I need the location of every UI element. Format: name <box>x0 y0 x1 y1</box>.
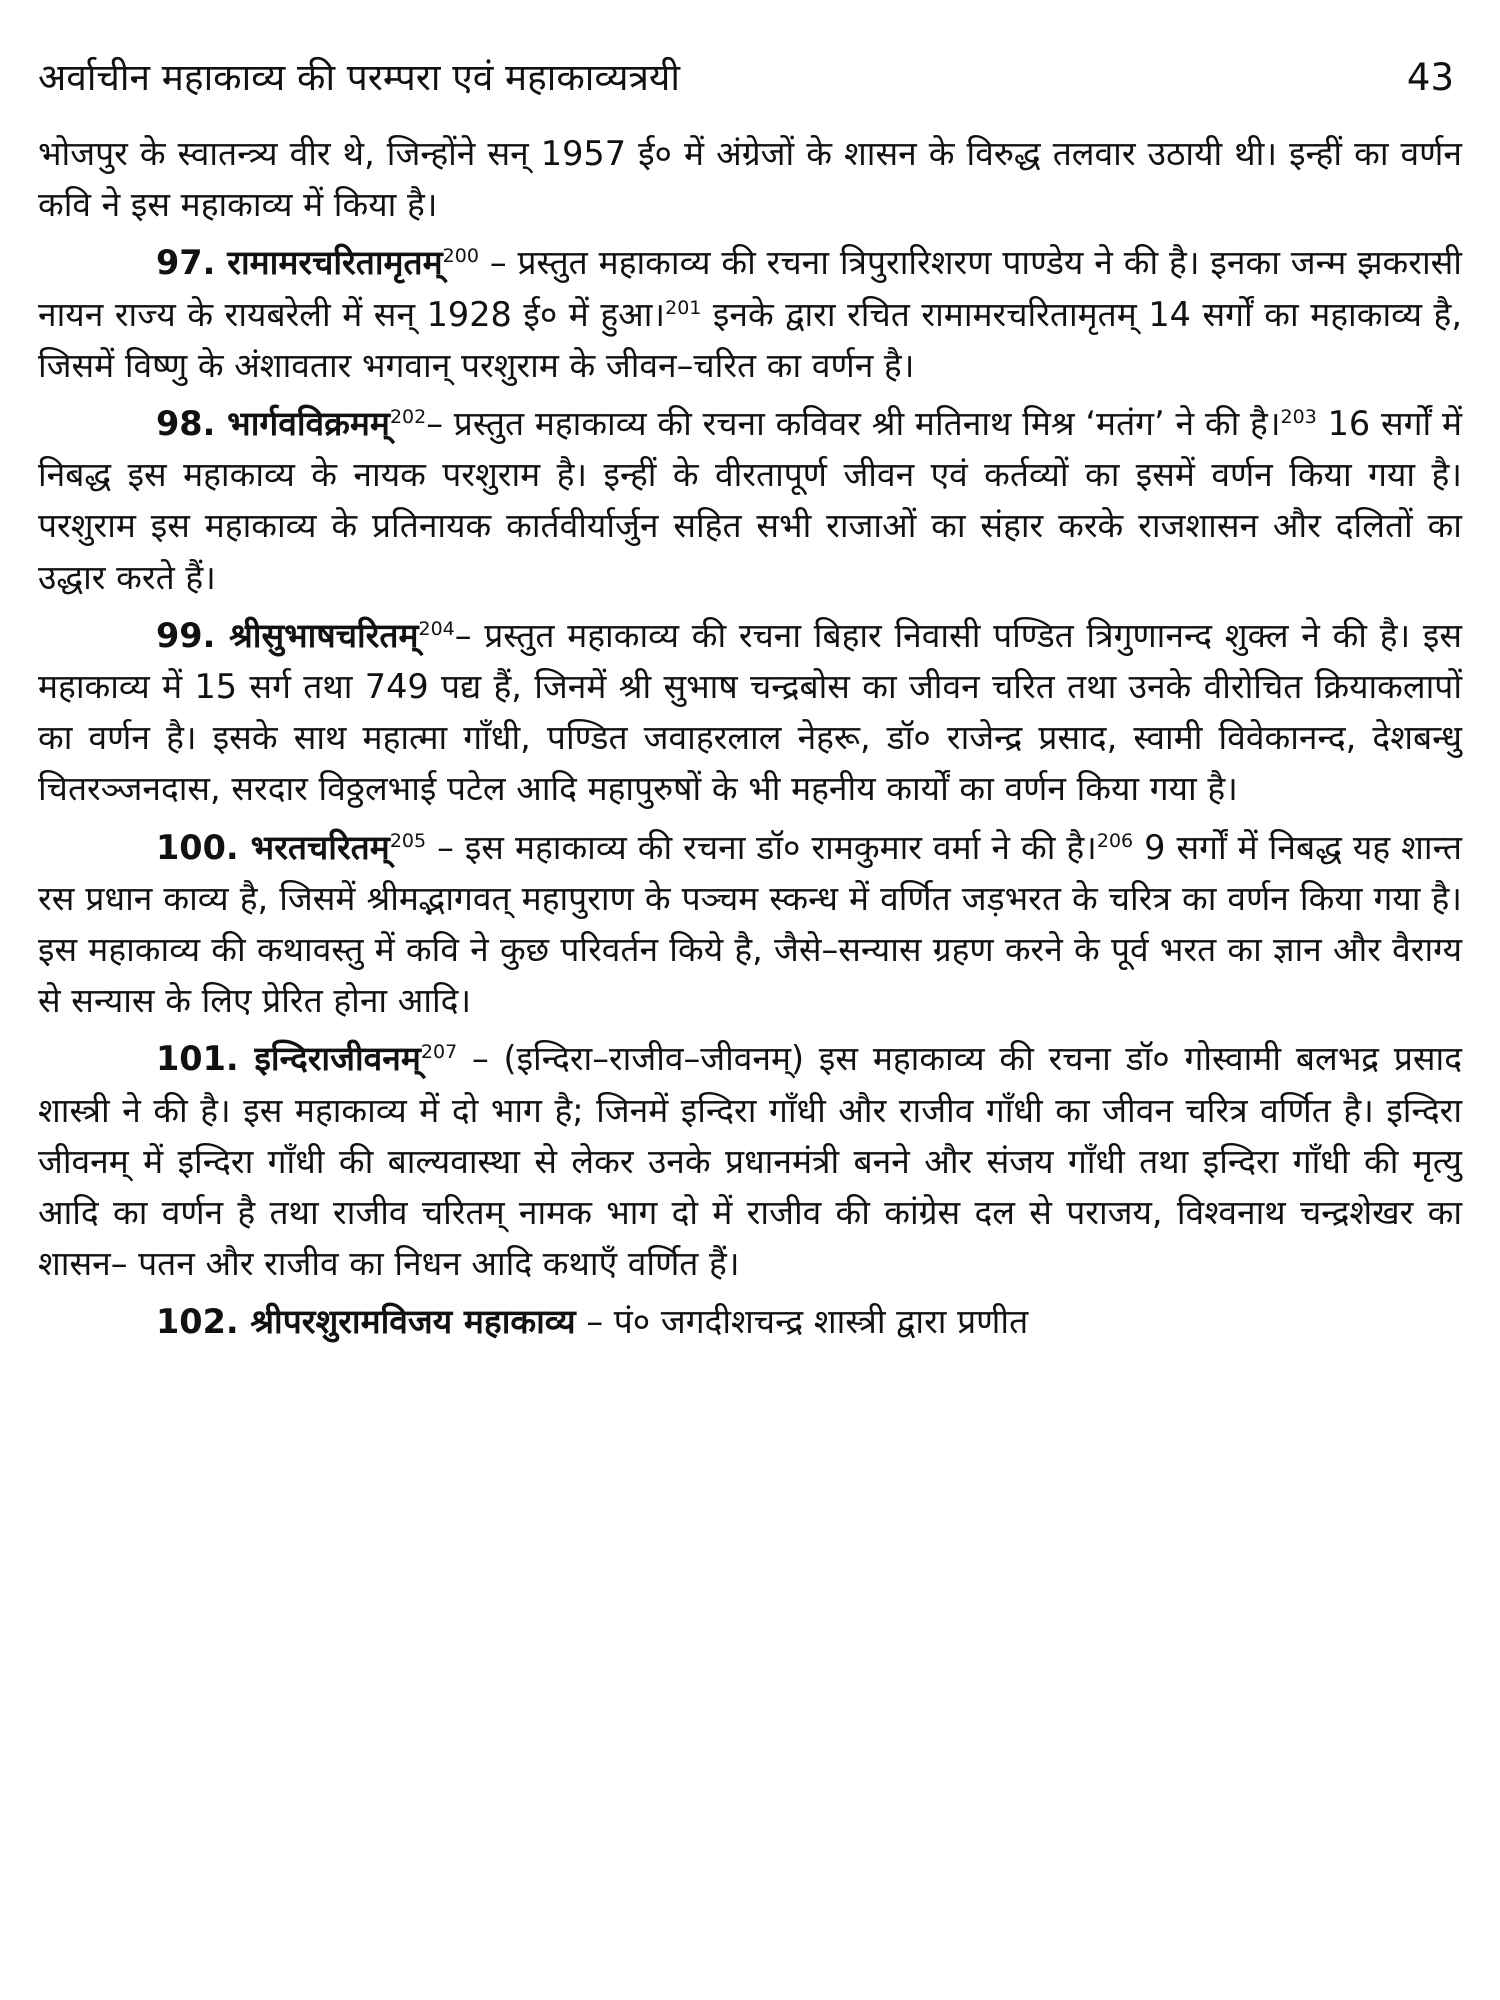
entry-102 <box>38 1296 1462 1347</box>
page-body <box>38 128 1462 1348</box>
entry-text: – (इन्दिरा–राजीव–जीवनम्) इस महाकाव्य की रचना डॉ० गोस्वामी बलभद्र प्रसाद शास्त्री ने की है। इस महाकाव्य में दो भाग है; जिनमें इन्दिरा गाँधी और राजीव गाँधी का जीवन चरित्र वर्णित है। इन्दिरा जीवनम् में इन्दिरा गाँधी की बाल्यवास्था से लेकर उनके प्रधानमंत्री बनने और संजय गाँधी तथा इन्दिरा गाँधी की मृत्यु आदि का वर्णन है तथा राजीव चरितम् नामक भाग दो में राजीव की कांग्रेस दल से पराजय, विश्वनाथ चन्द्रशेखर का शासन– पतन और राजीव का निधन आदि कथाएँ वर्णित हैं। <box>38 1039 1463 1284</box>
footnote-ref: 205 <box>389 829 427 852</box>
footnote-ref: 204 <box>418 617 455 640</box>
chapter-title: अर्वाचीन महाकाव्य की परम्परा एवं महाकाव्यत्रयी <box>38 56 680 99</box>
entry-text: – पं० जगदीशचन्द्र शास्त्री द्वारा प्रणीत <box>575 1302 1029 1342</box>
footnote-ref: 206 <box>1096 829 1134 852</box>
entry-heading: 97. रामामरचरितामृतम् <box>156 243 443 283</box>
entry-100 <box>38 822 1462 1027</box>
book-page <box>38 48 1462 1968</box>
footnote-ref: 200 <box>442 245 479 268</box>
entry-text: 9 सर्गों में निबद्ध यह शान्त रस प्रधान काव्य है, जिसमें श्रीमद्भागवत् महापुराण के पञ्चम स्कन्ध में वर्णित जड़भरत के चरित्र का वर्णन किया गया है। इस महाकाव्य की कथावस्तु में कवि ने कुछ परिवर्तन किये है, जैसे–सन्यास ग्रहण करने के पूर्व भरत का ज्ञान और वैराग्य से सन्यास के लिए प्रेरित होना आदि। <box>38 827 1462 1021</box>
entry-text: – इस महाकाव्य की रचना डॉ० रामकुमार वर्मा ने की है। <box>426 827 1097 867</box>
entry-heading: 100. भरतचरितम् <box>156 827 390 867</box>
entry-heading: 101. इन्दिराजीवनम् <box>156 1039 421 1079</box>
entry-text: इनके द्वारा रचित रामामरचरितामृतम् 14 सर्गों का महाकाव्य है, जिसमें विष्णु के अंशावतार भगवान् परशुराम के जीवन–चरित का वर्णन है। <box>38 294 1462 385</box>
entry-heading: 99. श्रीसुभाषचरितम् <box>156 615 419 655</box>
footnote-ref: 207 <box>420 1041 458 1064</box>
entry-101 <box>38 1033 1462 1289</box>
paragraph-text: भोजपुर के स्वातन्त्र्य वीर थे, जिन्होंने सन् 1957 ई० में अंग्रेजों के शासन के विरुद्ध तलवार उठायी थी। इन्हीं का वर्णन कवि ने इस महाकाव्य में किया है। <box>38 134 1462 225</box>
entry-heading: 98. भार्गवविक्रमम् <box>156 404 390 444</box>
entry-99 <box>38 610 1462 815</box>
entry-text: 16 सर्गों में निबद्ध इस महाकाव्य के नायक परशुराम है। इन्हीं के वीरतापूर्ण जीवन एवं कर्तव्यों का इसमें वर्णन किया गया है। परशुराम इस महाकाव्य के प्रतिनायक कार्तवीर्यार्जुन सहित सभी राजाओं का संहार करके राजशासन और दलितों का उद्धार करते हैं। <box>38 404 1462 597</box>
footnote-ref: 202 <box>389 405 427 428</box>
running-header <box>38 48 1462 108</box>
entry-text: – प्रस्तुत महाकाव्य की रचना त्रिपुरारिशरण पाण्डेय ने की है। इनका जन्म झकरासी नायन राज्य के रायबरेली में सन् 1928 ई० में हुआ। <box>38 243 1462 334</box>
entry-98 <box>38 398 1462 603</box>
footnote-ref: 203 <box>1280 405 1317 428</box>
page-number: 43 <box>1406 56 1454 99</box>
entry-text: – प्रस्तुत महाकाव्य की रचना कविवर श्री मतिनाथ मिश्र ‘मतंग’ ने की है। <box>426 404 1281 444</box>
footnote-ref: 201 <box>665 296 702 319</box>
paragraph-continuation <box>38 128 1462 230</box>
entry-97 <box>38 237 1462 391</box>
entry-text: – प्रस्तुत महाकाव्य की रचना बिहार निवासी पण्डित त्रिगुणानन्द शुक्ल ने की है। इस महाकाव्य में 15 सर्ग तथा 749 पद्य हैं, जिनमें श्री सुभाष चन्द्रबोस का जीवन चरित तथा उनके वीरोचित क्रियाकलापों का वर्णन है। इसके साथ महात्मा गाँधी, पण्डित जवाहरलाल नेहरू, डॉ० राजेन्द्र प्रसाद, स्वामी विवेकानन्द, देशबन्धु चितरञ्जनदास, सरदार विठ्ठलभाई पटेल आदि महापुरुषों के भी महनीय कार्यों का वर्णन किया गया है। <box>38 615 1462 809</box>
entry-heading: 102. श्रीपरशुरामविजय महाकाव्य <box>156 1302 576 1342</box>
